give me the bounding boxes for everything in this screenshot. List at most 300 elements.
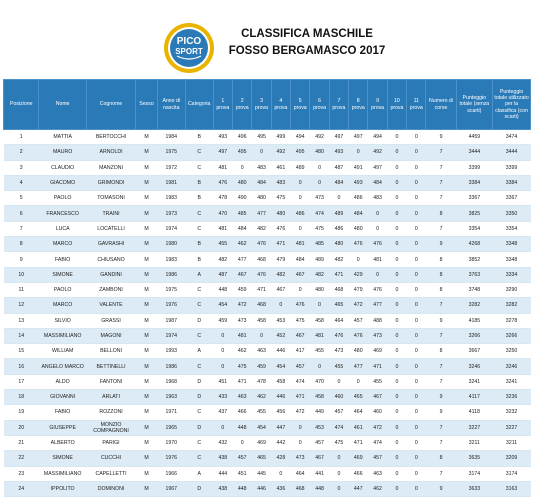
table-cell: 492: [271, 145, 290, 160]
table-cell: A: [185, 344, 213, 359]
table-cell: D: [185, 420, 213, 435]
table-cell: 1966: [157, 466, 185, 481]
column-header: 8 prova: [349, 80, 368, 130]
table-cell: 471: [233, 374, 252, 389]
table-cell: 0: [291, 282, 310, 297]
table-row: [4, 252, 531, 267]
table-cell: 4118: [456, 405, 493, 420]
table-cell: 468: [252, 298, 271, 313]
table-cell: 7: [426, 191, 456, 206]
table-cell: 0: [407, 466, 426, 481]
table-cell: VALENTE: [86, 298, 135, 313]
table-cell: C: [185, 160, 213, 175]
table-cell: 473: [291, 451, 310, 466]
table-cell: 460: [329, 390, 348, 405]
table-cell: 13: [4, 313, 39, 328]
table-cell: 3444: [493, 145, 531, 160]
table-cell: 0: [407, 145, 426, 160]
table-cell: 0: [329, 466, 348, 481]
table-cell: 486: [291, 206, 310, 221]
table-cell: BETTINELLI: [86, 359, 135, 374]
table-cell: 0: [310, 298, 329, 313]
table-cell: 0: [387, 359, 406, 374]
table-cell: 482: [271, 267, 290, 282]
table-cell: 493: [213, 130, 232, 145]
table-cell: 0: [213, 359, 232, 374]
column-header: 3 prova: [252, 80, 271, 130]
table-row: [4, 160, 531, 175]
table-cell: 3282: [456, 298, 493, 313]
table-cell: 0: [387, 160, 406, 175]
table-cell: 446: [271, 390, 290, 405]
table-cell: 3266: [456, 328, 493, 343]
table-cell: 1976: [157, 298, 185, 313]
table-cell: M: [136, 252, 158, 267]
table-cell: 4185: [456, 313, 493, 328]
table-cell: 3399: [456, 160, 493, 175]
table-cell: MAURO: [39, 145, 86, 160]
table-cell: 433: [213, 390, 232, 405]
table-cell: 0: [387, 451, 406, 466]
table-cell: 451: [233, 466, 252, 481]
title-block: [222, 26, 392, 60]
table-cell: 3266: [493, 328, 531, 343]
table-cell: C: [185, 328, 213, 343]
table-cell: 477: [233, 252, 252, 267]
table-cell: 452: [271, 328, 290, 343]
column-header: 9 prova: [368, 80, 387, 130]
table-cell: 0: [310, 160, 329, 175]
table-cell: 473: [329, 344, 348, 359]
table-cell: 1976: [157, 451, 185, 466]
table-cell: 0: [387, 481, 406, 496]
table-cell: 1971: [157, 405, 185, 420]
table-cell: 3290: [493, 282, 531, 297]
table-cell: 459: [252, 359, 271, 374]
table-body: [4, 130, 531, 497]
table-cell: B: [185, 191, 213, 206]
column-header: 2 prova: [233, 80, 252, 130]
table-cell: 0: [407, 298, 426, 313]
table-cell: 0: [329, 481, 348, 496]
table-cell: 480: [233, 175, 252, 190]
table-cell: 482: [252, 221, 271, 236]
table-cell: 455: [310, 344, 329, 359]
table-cell: M: [136, 420, 158, 435]
table-cell: 8: [426, 282, 456, 297]
table-cell: 484: [329, 175, 348, 190]
table-cell: GIACOMO: [39, 175, 86, 190]
table-cell: 480: [271, 206, 290, 221]
table-cell: 3763: [456, 267, 493, 282]
table-row: [4, 175, 531, 190]
table-cell: 3278: [493, 313, 531, 328]
table-cell: 0: [407, 374, 426, 389]
table-cell: 464: [291, 466, 310, 481]
page-title: CLASSIFICA MASCHILE: [241, 28, 373, 40]
table-cell: 11: [4, 282, 39, 297]
table-cell: 481: [213, 160, 232, 175]
table-cell: 476: [329, 328, 348, 343]
table-cell: 7: [4, 221, 39, 236]
table-cell: 9: [426, 390, 456, 405]
table-row: [4, 191, 531, 206]
table-cell: 474: [329, 420, 348, 435]
table-cell: M: [136, 160, 158, 175]
table-cell: 465: [329, 298, 348, 313]
table-cell: 474: [368, 435, 387, 450]
table-cell: C: [185, 145, 213, 160]
table-cell: 2: [4, 145, 39, 160]
table-cell: M: [136, 390, 158, 405]
table-cell: GIOVANNI: [39, 390, 86, 405]
table-cell: 478: [252, 374, 271, 389]
table-cell: 477: [368, 298, 387, 313]
table-cell: 486: [349, 191, 368, 206]
table-cell: 429: [349, 267, 368, 282]
table-cell: 464: [329, 313, 348, 328]
ranking-table: [3, 79, 531, 497]
table-cell: M: [136, 374, 158, 389]
table-cell: 14: [4, 328, 39, 343]
table-cell: 476: [213, 175, 232, 190]
table-cell: GIUSEPPE: [39, 420, 86, 435]
table-cell: 0: [407, 130, 426, 145]
table-cell: 476: [252, 237, 271, 252]
table-cell: 0: [387, 237, 406, 252]
table-cell: 10: [4, 267, 39, 282]
table-cell: 0: [387, 175, 406, 190]
table-cell: 7: [426, 374, 456, 389]
table-cell: 448: [233, 481, 252, 496]
table-cell: 3474: [493, 130, 531, 145]
table-cell: BELLONI: [86, 344, 135, 359]
column-header: 10 prova: [387, 80, 406, 130]
table-cell: 447: [349, 481, 368, 496]
table-cell: 3250: [493, 344, 531, 359]
table-row: [4, 420, 531, 435]
table-cell: 471: [252, 282, 271, 297]
table-cell: MAGONI: [86, 328, 135, 343]
table-cell: 458: [271, 374, 290, 389]
table-cell: 3367: [493, 191, 531, 206]
table-cell: 1987: [157, 313, 185, 328]
table-cell: 457: [368, 451, 387, 466]
table-header-row: [4, 80, 531, 130]
table-cell: 0: [387, 466, 406, 481]
table-cell: 0: [407, 451, 426, 466]
table-cell: 448: [233, 420, 252, 435]
table-cell: 457: [310, 435, 329, 450]
table-cell: 494: [368, 130, 387, 145]
table-cell: D: [185, 390, 213, 405]
table-cell: 444: [213, 466, 232, 481]
table-cell: 8: [426, 206, 456, 221]
table-cell: LUCA: [39, 221, 86, 236]
table-cell: CUCCHI: [86, 451, 135, 466]
table-cell: 3350: [493, 206, 531, 221]
table-cell: 458: [310, 390, 329, 405]
table-cell: 1975: [157, 282, 185, 297]
table-cell: 9: [426, 237, 456, 252]
table-cell: 0: [407, 313, 426, 328]
table-cell: 457: [291, 359, 310, 374]
table-row: [4, 282, 531, 297]
table-cell: 457: [329, 405, 348, 420]
table-cell: 475: [291, 313, 310, 328]
table-row: [4, 237, 531, 252]
table-cell: 7: [426, 145, 456, 160]
table-cell: 3348: [493, 237, 531, 252]
pico-sport-logo: [163, 22, 215, 74]
table-cell: 494: [291, 130, 310, 145]
table-cell: 0: [387, 328, 406, 343]
table-cell: 471: [349, 435, 368, 450]
table-cell: 473: [368, 328, 387, 343]
table-cell: 438: [213, 451, 232, 466]
table-cell: 3384: [493, 175, 531, 190]
page-header: [0, 0, 534, 78]
table-cell: 493: [349, 175, 368, 190]
table-cell: WILLIAM: [39, 344, 86, 359]
table-cell: 483: [271, 175, 290, 190]
table-cell: 0: [407, 191, 426, 206]
table-cell: 1965: [157, 420, 185, 435]
table-cell: 0: [407, 267, 426, 282]
table-cell: 469: [349, 451, 368, 466]
table-cell: 484: [291, 252, 310, 267]
table-cell: 1983: [157, 252, 185, 267]
table-cell: 0: [387, 130, 406, 145]
table-cell: M: [136, 175, 158, 190]
table-cell: 484: [368, 175, 387, 190]
table-cell: 3163: [493, 481, 531, 496]
table-cell: 459: [233, 282, 252, 297]
table-cell: B: [185, 237, 213, 252]
table-cell: 24: [4, 481, 39, 496]
table-cell: MATTIA: [39, 130, 86, 145]
table-cell: A: [185, 466, 213, 481]
table-cell: C: [185, 451, 213, 466]
column-header: 1 prova: [213, 80, 232, 130]
table-cell: 7: [426, 359, 456, 374]
table-cell: 22: [4, 451, 39, 466]
table-cell: 0: [233, 160, 252, 175]
table-cell: 4459: [456, 130, 493, 145]
table-cell: 497: [368, 160, 387, 175]
table-cell: 460: [368, 405, 387, 420]
table-cell: TOMASONI: [86, 191, 135, 206]
table-cell: 0: [252, 328, 271, 343]
table-row: [4, 451, 531, 466]
table-row: [4, 390, 531, 405]
table-cell: M: [136, 267, 158, 282]
table-cell: 457: [233, 451, 252, 466]
table-cell: 0: [349, 374, 368, 389]
table-cell: 16: [4, 359, 39, 374]
table-cell: 488: [368, 313, 387, 328]
table-cell: C: [185, 206, 213, 221]
column-header: Sesso: [136, 80, 158, 130]
table-cell: 3174: [456, 466, 493, 481]
table-cell: 438: [213, 481, 232, 496]
table-cell: C: [185, 405, 213, 420]
table-cell: 480: [329, 237, 348, 252]
table-cell: 490: [233, 191, 252, 206]
table-cell: 1973: [157, 206, 185, 221]
table-cell: B: [185, 175, 213, 190]
table-cell: 0: [407, 282, 426, 297]
table-cell: 8: [4, 237, 39, 252]
table-cell: 476: [349, 237, 368, 252]
table-cell: M: [136, 344, 158, 359]
table-cell: 476: [291, 298, 310, 313]
table-cell: C: [185, 298, 213, 313]
table-cell: 0: [407, 420, 426, 435]
table-cell: 472: [368, 420, 387, 435]
table-cell: 0: [407, 328, 426, 343]
table-cell: 1972: [157, 160, 185, 175]
table-cell: 454: [213, 298, 232, 313]
table-cell: 9: [426, 481, 456, 496]
table-cell: 3367: [456, 191, 493, 206]
column-header: Categoria: [185, 80, 213, 130]
table-cell: 9: [4, 252, 39, 267]
table-cell: 459: [213, 313, 232, 328]
table-cell: 3635: [456, 451, 493, 466]
table-cell: 0: [291, 420, 310, 435]
table-cell: 467: [271, 282, 290, 297]
logo-text-sport: SPORT: [175, 47, 203, 56]
table-cell: 0: [310, 359, 329, 374]
table-cell: 3236: [493, 390, 531, 405]
table-cell: 1968: [157, 374, 185, 389]
table-cell: 0: [368, 206, 387, 221]
table-cell: 454: [271, 359, 290, 374]
table-cell: 448: [213, 282, 232, 297]
table-cell: 476: [349, 328, 368, 343]
table-cell: ROZZONI: [86, 405, 135, 420]
table-cell: 3211: [456, 435, 493, 450]
column-header: Posizione: [4, 80, 39, 130]
table-cell: 3852: [456, 252, 493, 267]
column-header: Punteggio totale utilizzato per la classifica (con scarti): [493, 80, 531, 130]
table-cell: 0: [233, 435, 252, 450]
table-cell: 489: [291, 160, 310, 175]
table-cell: 1963: [157, 390, 185, 405]
table-cell: 458: [252, 313, 271, 328]
table-cell: C: [185, 221, 213, 236]
table-cell: GAVRASHI: [86, 237, 135, 252]
table-cell: 497: [349, 130, 368, 145]
table-cell: 485: [310, 237, 329, 252]
table-cell: 0: [387, 420, 406, 435]
table-cell: 0: [407, 160, 426, 175]
table-cell: 484: [349, 206, 368, 221]
table-cell: 484: [252, 175, 271, 190]
table-cell: 1986: [157, 267, 185, 282]
table-cell: 482: [329, 252, 348, 267]
table-cell: 483: [368, 191, 387, 206]
table-cell: M: [136, 466, 158, 481]
table-cell: 3241: [493, 374, 531, 389]
column-header: Numero di corse: [426, 80, 456, 130]
table-cell: FANTONI: [86, 374, 135, 389]
table-cell: GRIMONDI: [86, 175, 135, 190]
table-cell: 469: [368, 344, 387, 359]
table-cell: 3748: [456, 282, 493, 297]
table-cell: 0: [213, 344, 232, 359]
table-cell: CAPELLETTI: [86, 466, 135, 481]
table-cell: 0: [387, 344, 406, 359]
table-cell: 1981: [157, 175, 185, 190]
table-cell: 471: [291, 390, 310, 405]
table-cell: 7: [426, 160, 456, 175]
table-cell: 18: [4, 390, 39, 405]
table-cell: 472: [349, 298, 368, 313]
table-cell: 3633: [456, 481, 493, 496]
table-row: [4, 328, 531, 343]
table-cell: FRANCESCO: [39, 206, 86, 221]
table-cell: 3348: [493, 252, 531, 267]
table-cell: 15: [4, 344, 39, 359]
table-cell: M: [136, 130, 158, 145]
table-cell: M: [136, 405, 158, 420]
table-cell: 6: [4, 206, 39, 221]
table-cell: 0: [407, 435, 426, 450]
table-cell: 462: [233, 344, 252, 359]
table-cell: 467: [291, 267, 310, 282]
table-cell: 4117: [456, 390, 493, 405]
table-cell: 492: [368, 145, 387, 160]
table-cell: C: [185, 435, 213, 450]
table-cell: 7: [426, 328, 456, 343]
table-cell: M: [136, 191, 158, 206]
table-cell: M: [136, 221, 158, 236]
table-cell: 0: [349, 252, 368, 267]
table-cell: 0: [407, 405, 426, 420]
table-cell: 457: [349, 313, 368, 328]
table-cell: 428: [271, 451, 290, 466]
table-cell: 495: [252, 130, 271, 145]
table-cell: 466: [233, 405, 252, 420]
table-cell: 1970: [157, 435, 185, 450]
table-cell: ALDO: [39, 374, 86, 389]
table-cell: GRASSI: [86, 313, 135, 328]
table-cell: 480: [349, 221, 368, 236]
table-cell: PARIGI: [86, 435, 135, 450]
table-cell: 0: [407, 221, 426, 236]
table-cell: 482: [310, 267, 329, 282]
table-row: [4, 313, 531, 328]
table-cell: M: [136, 298, 158, 313]
table-row: [4, 359, 531, 374]
table-cell: ARNOLDI: [86, 145, 135, 160]
table-cell: 9: [426, 313, 456, 328]
table-cell: 3444: [456, 145, 493, 160]
column-header: 4 prova: [271, 80, 290, 130]
table-cell: 0: [407, 481, 426, 496]
table-cell: 463: [233, 390, 252, 405]
table-cell: 3354: [456, 221, 493, 236]
table-cell: 492: [310, 130, 329, 145]
table-cell: 0: [213, 420, 232, 435]
table-cell: 447: [271, 420, 290, 435]
table-cell: 497: [213, 145, 232, 160]
table-cell: CLAUDIO: [39, 160, 86, 175]
table-cell: 461: [349, 420, 368, 435]
table-cell: 3384: [456, 175, 493, 190]
